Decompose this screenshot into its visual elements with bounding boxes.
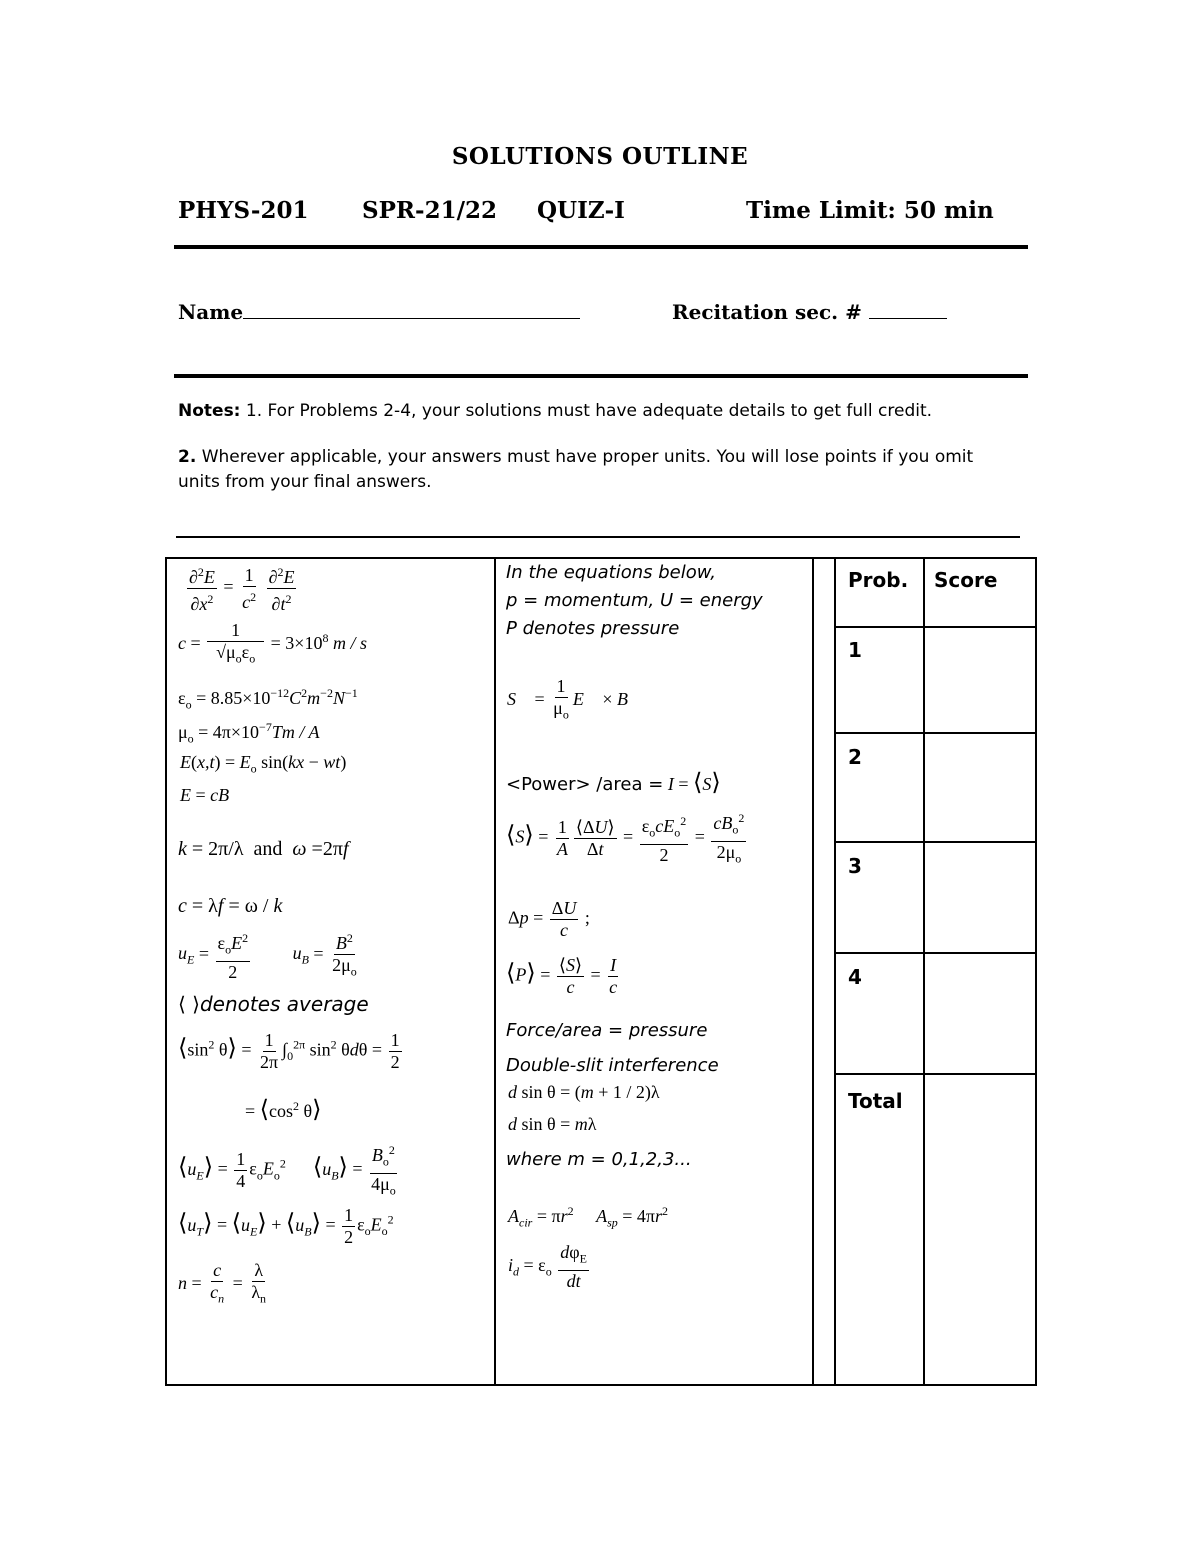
radiation-pressure: ⟨P⟩ = $\frac{⟨S⟩}{c}$ = $\frac{I}{c}$ bbox=[506, 955, 618, 997]
note-2-number: 2. bbox=[178, 447, 197, 467]
power-area-text: <Power> /area = bbox=[506, 774, 664, 795]
wave-function: $E(x,t) = E_o$ sin(kx − wt) bbox=[180, 752, 347, 776]
divider-mid-1 bbox=[812, 557, 814, 1386]
score-row-line-1 bbox=[835, 626, 1037, 628]
note-2-text: Wherever applicable, your answers must have proper units. You will lose points if you omit units from your final answers. bbox=[178, 447, 974, 492]
score-row-line-2 bbox=[835, 732, 1037, 734]
note-2 bbox=[178, 445, 1018, 495]
intro-line-1: In the equations below, bbox=[506, 562, 717, 583]
wavenumber-relation: k = 2π/λ and ω =2πf bbox=[178, 838, 349, 860]
semester: SPR-21/22 bbox=[362, 197, 497, 224]
page-title: SOLUTIONS OUTLINE bbox=[451, 143, 749, 170]
speed-of-light: c = $\frac{1}{√\mu_o\varepsilon_o}$ = $3\times 10^8$ m / s bbox=[178, 620, 367, 666]
average-energy-densities: $⟨u_E⟩$ = $\frac{1}{4}$ $\varepsilon_oE_o^2$ $⟨u_B⟩$ = $\frac{B_o^2}{4\mu_o}$ bbox=[178, 1140, 400, 1201]
average-note: ⟨ ⟩denotes average bbox=[178, 992, 369, 1016]
total-energy-density: $⟨u_T⟩$ = $⟨u_E⟩$ + $⟨u_B⟩$ = $\frac{1}{2}$ $\varepsilon_oE_o^2$ bbox=[178, 1205, 394, 1247]
score-row-1: 1 bbox=[848, 638, 862, 662]
recitation-label: Recitation sec. # bbox=[672, 300, 862, 324]
name-blank[interactable] bbox=[243, 301, 580, 319]
displacement-current: $i_d = \varepsilon_o$ $\frac{d\varphi_E}{dt}$ bbox=[508, 1242, 587, 1291]
where-m-text: where m = 0,1,2,3... bbox=[506, 1149, 692, 1170]
intensity-expressions: ⟨S⟩ = $\frac{1}{A}$ $\frac{⟨\Delta U⟩}{\Delta t}$ = $\frac{\varepsilon_ocE_o^2}{2}$ = $\frac{cB_o^2}{2\mu_o}$ bbox=[506, 808, 748, 869]
and-word: and bbox=[253, 838, 283, 860]
divider-score bbox=[923, 557, 925, 1386]
area-formulas: $A_{cir} = \pi r^2$ $A_{sp} = 4\pi r^2$ bbox=[508, 1204, 669, 1230]
bright-fringe-condition: d sin θ = mλ bbox=[508, 1114, 597, 1134]
header-rule bbox=[174, 245, 1028, 249]
time-limit: Time Limit: 50 min bbox=[746, 197, 994, 224]
score-row-line-4 bbox=[835, 952, 1037, 954]
name-field[interactable] bbox=[178, 300, 580, 324]
average-text: denotes average bbox=[199, 992, 369, 1016]
score-row-line-3 bbox=[835, 841, 1037, 843]
dispersion-relation: c = λf = ω / k bbox=[178, 895, 283, 917]
double-slit-text: Double-slit interference bbox=[506, 1055, 719, 1076]
divider-left bbox=[494, 557, 496, 1386]
score-row-line-5 bbox=[835, 1073, 1037, 1075]
refractive-index: n = $\frac{c}{c_n}$ = $\frac{\lambda}{\lambda_n}$ bbox=[178, 1260, 267, 1306]
note-1-text: 1. For Problems 2-4, your solutions must have adequate details to get full credit. bbox=[240, 401, 933, 421]
score-header-prob: Prob. bbox=[848, 568, 909, 592]
cos-average: = $⟨\cos^2$ θ⟩ bbox=[245, 1097, 322, 1123]
quiz-label: QUIZ-I bbox=[537, 197, 625, 224]
momentum-relation: Δp = $\frac{\Delta U}{c}$ ; bbox=[508, 898, 590, 940]
wave-equation: $\frac{\partial^2E}{\partial x^2}$ = $\frac{1}{c^2}$ $\frac{\partial^2E}{\partial t^2}$ bbox=[185, 562, 298, 615]
score-total: Total bbox=[848, 1089, 903, 1113]
recitation-blank[interactable] bbox=[869, 301, 947, 319]
notes-rule bbox=[176, 536, 1020, 538]
intro-line-2: p = momentum, U = energy bbox=[506, 590, 763, 611]
score-row-2: 2 bbox=[848, 745, 862, 769]
sin-average: $⟨\sin^2$ θ⟩ = $\frac{1}{2\pi}$ $\int_0^{2\pi}$ $\sin^2 \theta d\theta$ = $\frac{1}{2}$ bbox=[178, 1030, 400, 1072]
dark-fringe-condition: d sin θ = (m + 1 / 2)λ bbox=[508, 1082, 660, 1102]
score-header-score: Score bbox=[934, 568, 998, 592]
note-1 bbox=[178, 399, 1018, 424]
recitation-field[interactable] bbox=[672, 300, 947, 324]
permittivity: $\varepsilon_o = 8.85\times 10^{-12}C^2m^{-2}N^{-1}$ bbox=[178, 686, 358, 712]
e-equals-cb: E = cB bbox=[180, 785, 230, 805]
intro-line-3: P denotes pressure bbox=[506, 618, 680, 639]
poynting-vector: S⃗ = $\frac{1}{\mu_o}$ E⃗ × B⃗ bbox=[507, 676, 642, 722]
energy-densities: $u_E$ = $\frac{\varepsilon_oE^2}{2}$ $u_B$ = $\frac{B^2}{2\mu_o}$ bbox=[178, 928, 361, 983]
force-area-text: Force/area = pressure bbox=[506, 1020, 708, 1041]
score-row-4: 4 bbox=[848, 965, 862, 989]
divider-mid-2 bbox=[834, 557, 836, 1386]
name-rule bbox=[174, 374, 1028, 378]
name-label: Name bbox=[178, 300, 244, 324]
intensity-definition: <Power> /area = I = ⟨S⟩ bbox=[506, 770, 721, 796]
score-row-3: 3 bbox=[848, 854, 862, 878]
notes-label: Notes: bbox=[178, 401, 241, 421]
permeability: $\mu_o = 4\pi\times 10^{-7}Tm / A$ bbox=[178, 720, 320, 746]
course-code: PHYS-201 bbox=[178, 197, 309, 224]
